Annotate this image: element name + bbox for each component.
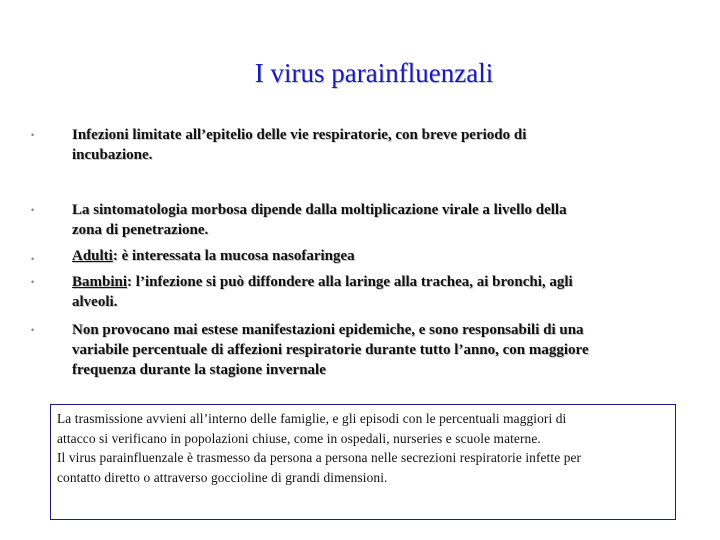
note-line: attacco si verificano in popolazioni chiuse, come in ospedali, nurseries e scuole materne.: [57, 430, 541, 446]
bullet-item-symptomatology: [72, 200, 704, 240]
bullet-item-epidemics: [72, 320, 704, 380]
bullet-line: incubazione.: [72, 147, 153, 163]
bullet-line: variabile percentuale di affezioni respiratorie durante tutto l’anno, con maggiore: [72, 342, 589, 358]
bullet-marker: •: [31, 205, 35, 215]
bullet-line: [72, 272, 704, 292]
bullet-line: alveoli.: [72, 294, 118, 310]
note-line: contatto diretto o attraverso goccioline di grandi dimensioni.: [57, 469, 388, 485]
bullet-line: Non provocano mai estese manifestazioni epidemiche, e sono responsabili di una: [72, 322, 584, 338]
bullet-marker: •: [31, 277, 35, 287]
bullet-line: [72, 246, 704, 266]
slide-title: I virus parainfluenzali: [254, 58, 494, 88]
transmission-note-box: [50, 404, 676, 520]
bullet-marker: •: [31, 254, 35, 264]
bullet-marker: •: [31, 130, 35, 140]
note-line: La trasmissione avvieni all’interno delle famiglie, e gli episodi con le percentuali maggiori di: [57, 411, 567, 426]
bullet-marker: •: [31, 325, 35, 335]
adults-text: : è interessata la mucosa nasofaringea: [112, 248, 355, 264]
children-label: Bambini: [72, 274, 128, 290]
children-text: : l’infezione si può diffondere alla laringe alla trachea, ai bronchi, agli: [127, 274, 573, 290]
bullet-line: La sintomatologia morbosa dipende dalla moltiplicazione virale a livello della: [72, 202, 567, 218]
bullet-line: frequenza durante la stagione invernale: [72, 362, 326, 378]
adults-label: Adulti: [72, 248, 113, 264]
bullet-line: zona di penetrazione.: [72, 222, 209, 238]
bullet-item-children: [72, 272, 704, 312]
bullet-line: Infezioni limitate all’epitelio delle vie respiratorie, con breve periodo di: [72, 127, 527, 143]
note-line: Il virus parainfluenzale è trasmesso da persona a persona nelle secrezioni respiratorie infette per: [57, 450, 582, 465]
bullet-item-adults: [72, 246, 704, 266]
bullet-item-incubation: [72, 125, 704, 165]
